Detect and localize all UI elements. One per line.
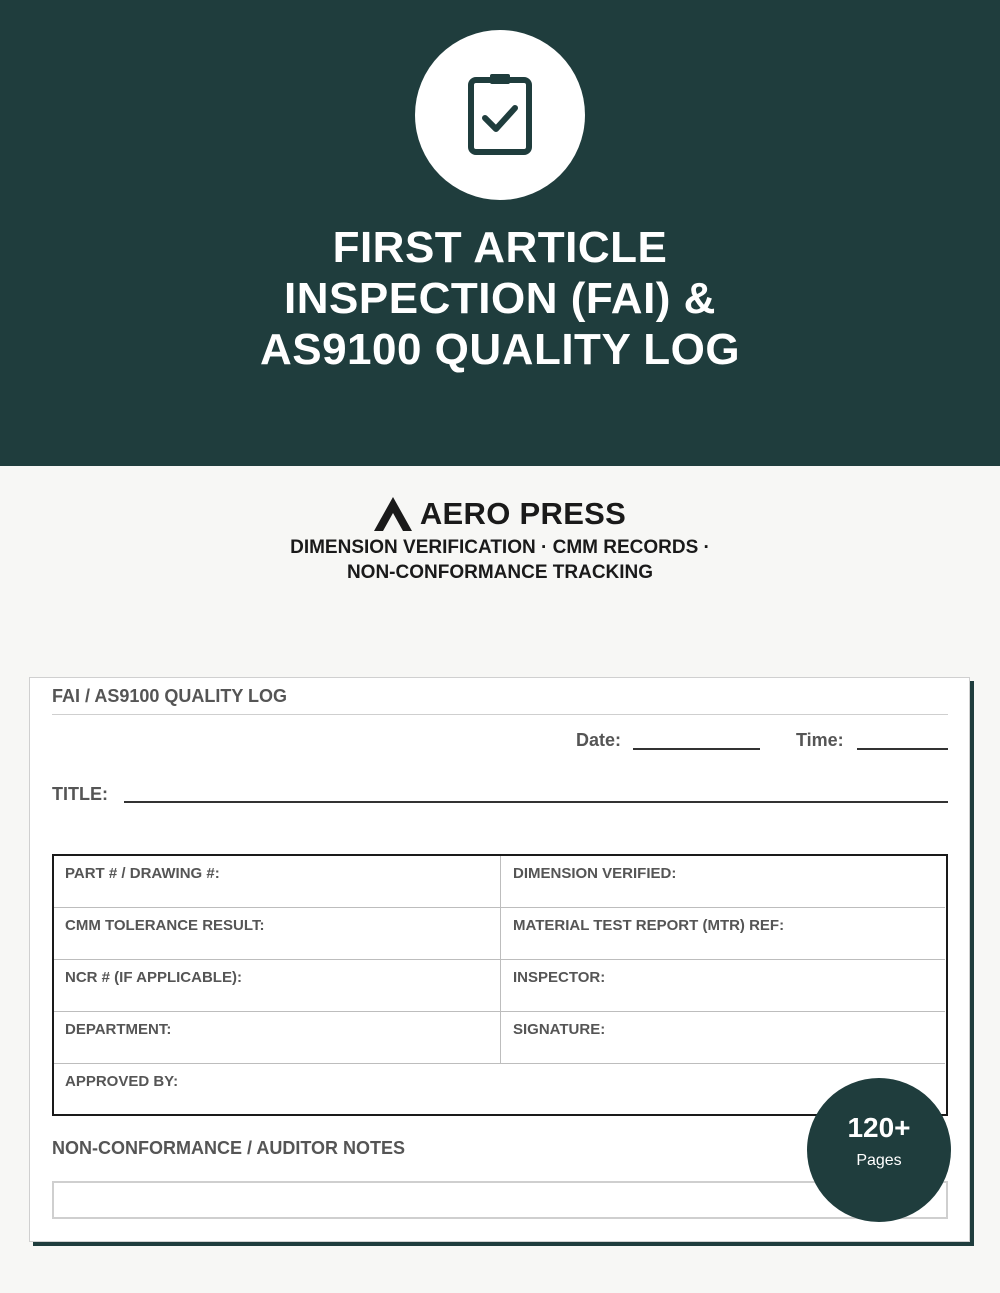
title-line: INSPECTION (FAI) &: [284, 274, 716, 323]
brand-name: AERO PRESS: [419, 496, 627, 531]
notes-box: [52, 1181, 948, 1219]
department-label: DEPARTMENT:: [65, 1021, 172, 1038]
ncr-label: NCR # (IF APPLICABLE):: [65, 969, 242, 986]
cover-header: [0, 0, 1000, 466]
cmm-tolerance-label: CMM TOLERANCE RESULT:: [65, 917, 265, 934]
tagline-line: NON-CONFORMANCE TRACKING: [346, 562, 654, 583]
form-heading: FAI / AS9100 QUALITY LOG: [52, 686, 288, 706]
page-count-badge: [807, 1078, 951, 1222]
time-blank-line: [857, 748, 948, 750]
brand: [0, 494, 1000, 534]
icon-circle: [415, 30, 585, 200]
grid-row-divider: [54, 1063, 945, 1064]
signature-label: SIGNATURE:: [513, 1021, 606, 1038]
inspector-label: INSPECTOR:: [513, 969, 606, 986]
form-grid: [52, 854, 948, 1116]
grid-row-divider: [54, 1011, 945, 1012]
badge-unit: Pages: [856, 1152, 902, 1169]
title-label: TITLE:: [52, 784, 108, 804]
badge-count: 120+: [847, 1112, 911, 1143]
dimension-verified-label: DIMENSION VERIFIED:: [513, 865, 677, 882]
cover-title: [0, 222, 1000, 375]
brand-tagline: [0, 535, 1000, 585]
date-label: Date:: [576, 730, 622, 750]
grid-row-divider: [54, 907, 945, 908]
heading-divider: [52, 714, 948, 715]
approved-by-label: APPROVED BY:: [65, 1073, 179, 1090]
grid-row-divider: [54, 959, 945, 960]
title-blank-line: [124, 801, 948, 803]
part-drawing-label: PART # / DRAWING #:: [65, 865, 220, 882]
title-line: AS9100 QUALITY LOG: [259, 325, 741, 374]
tagline-line: DIMENSION VERIFICATION · CMM RECORDS ·: [290, 537, 710, 558]
title-line: FIRST ARTICLE: [332, 223, 668, 272]
clipboard-check-icon: [465, 70, 535, 158]
date-blank-line: [633, 748, 760, 750]
notes-label: NON-CONFORMANCE / AUDITOR NOTES: [52, 1138, 405, 1158]
grid-column-divider: [500, 856, 501, 1064]
time-label: Time:: [796, 730, 844, 750]
mtr-ref-label: MATERIAL TEST REPORT (MTR) REF:: [513, 917, 785, 934]
triangle-a-logo-icon: [374, 497, 412, 531]
